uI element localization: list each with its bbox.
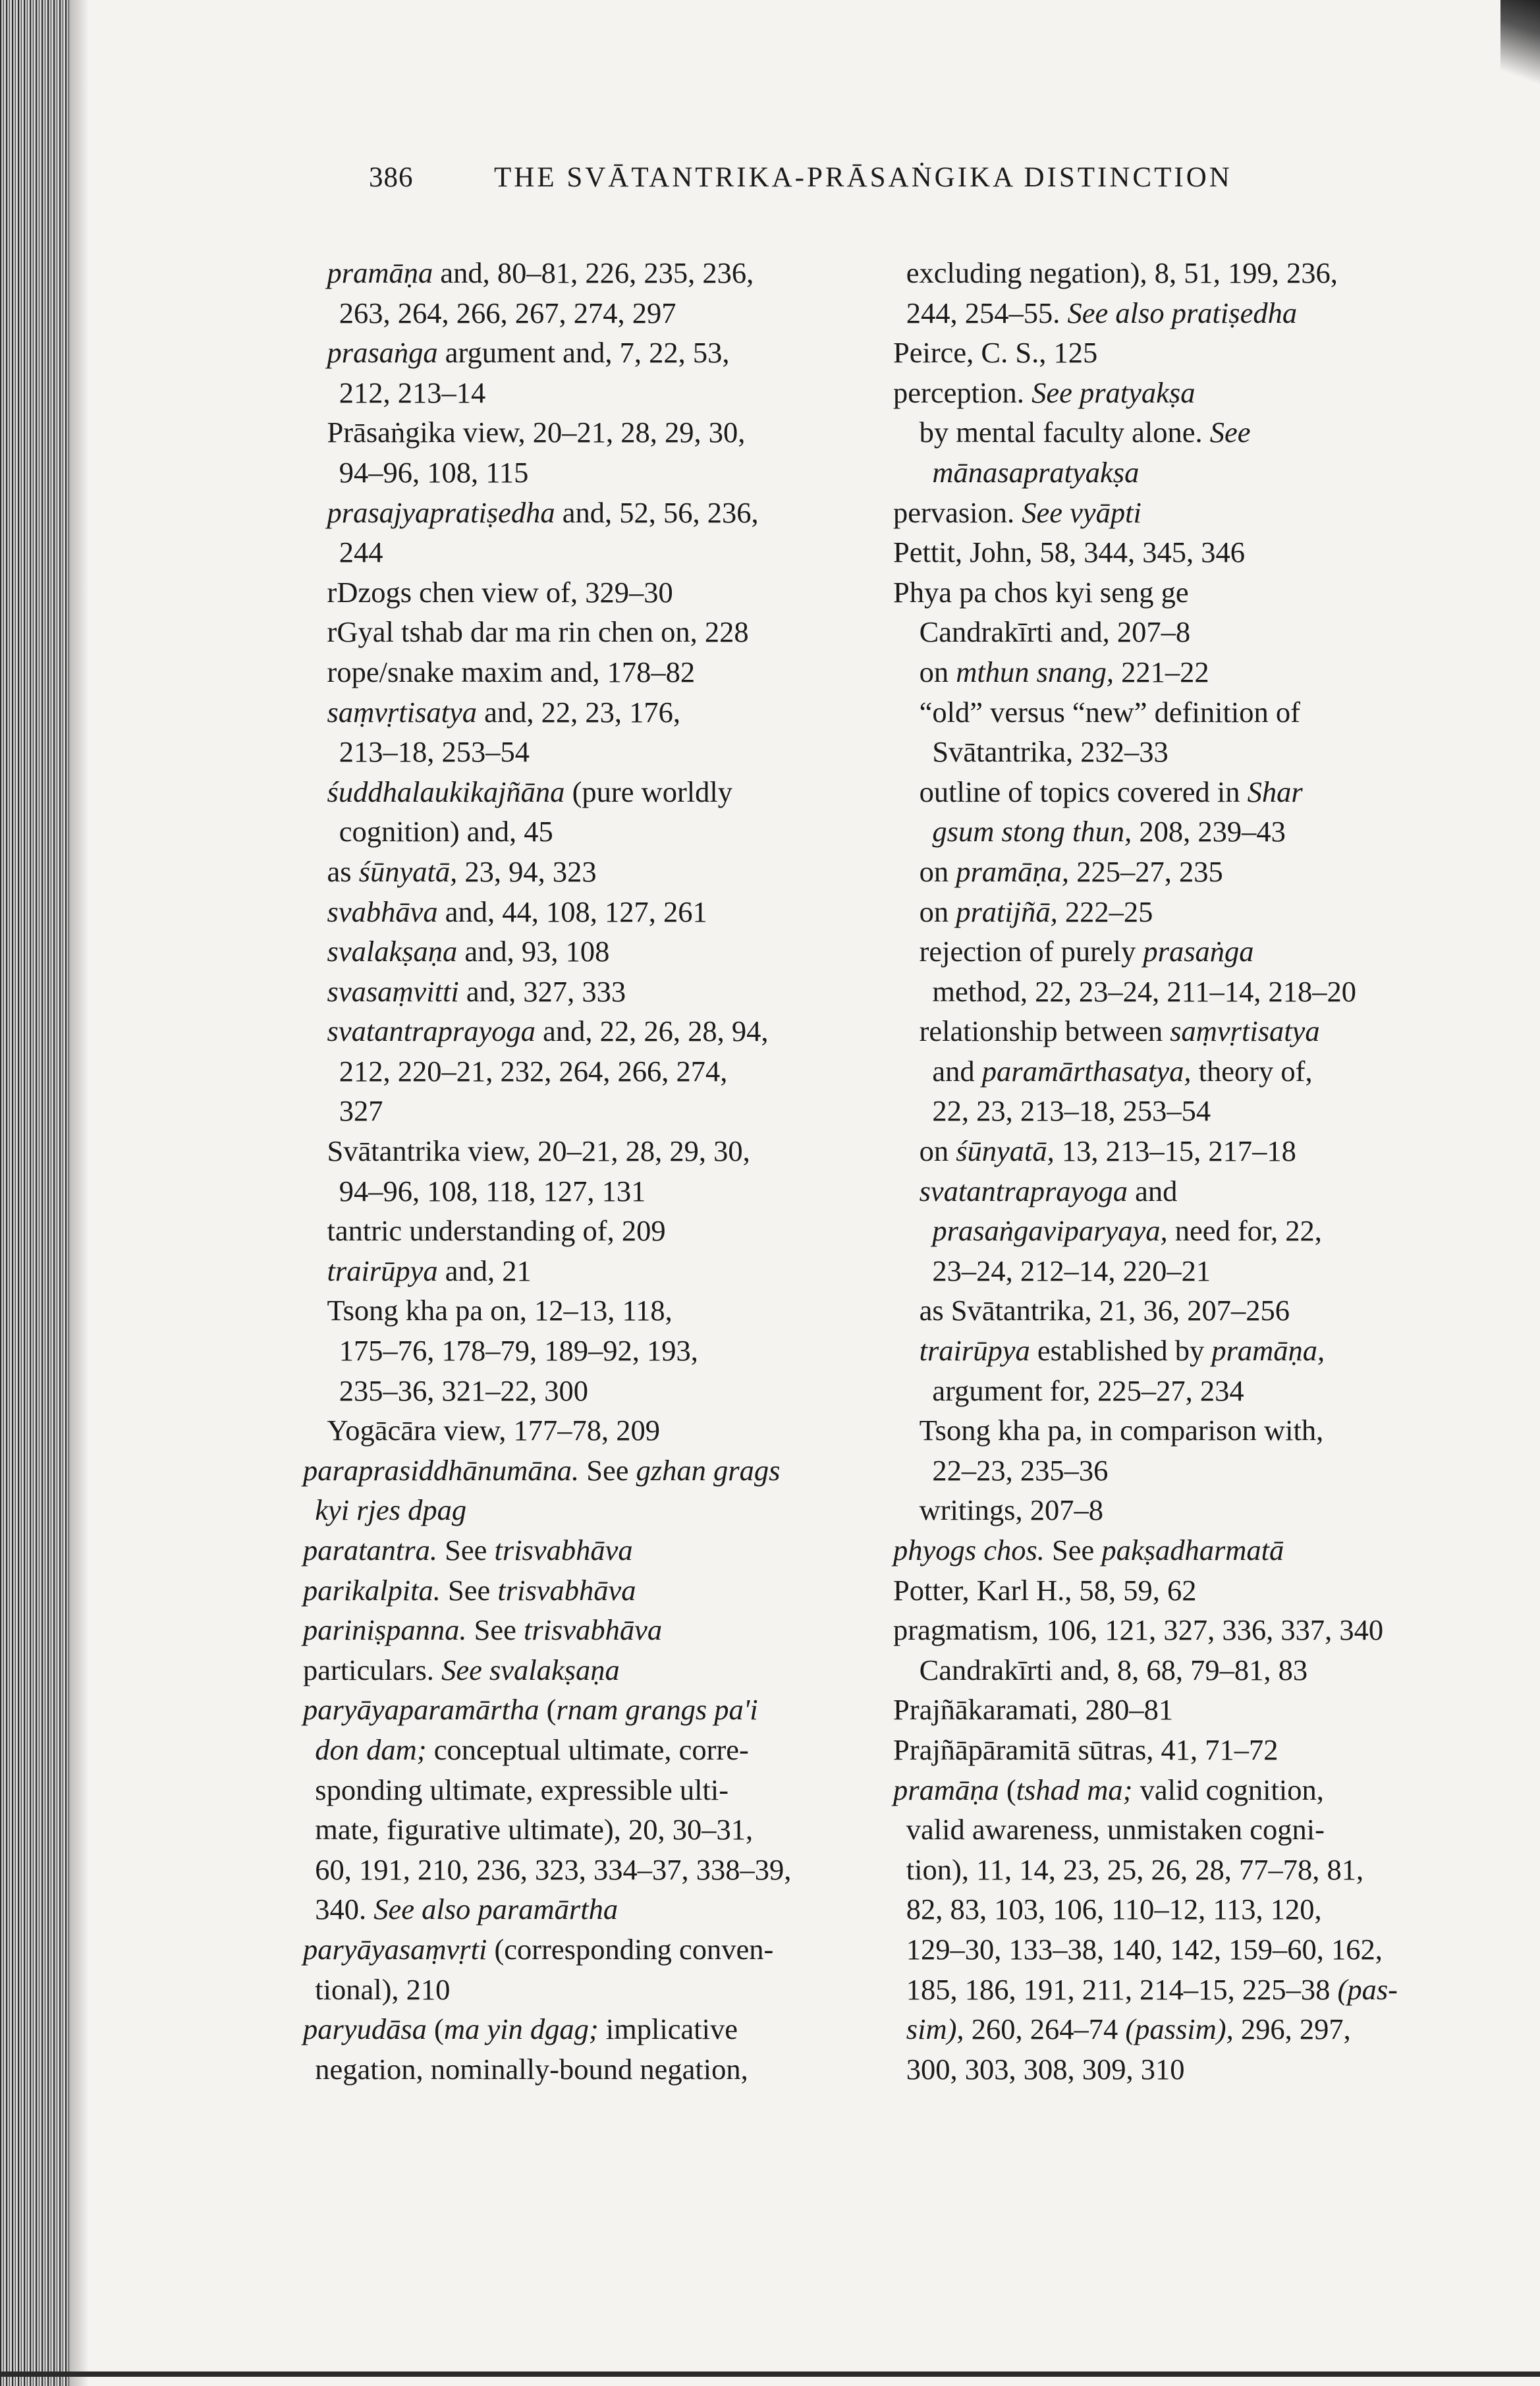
- index-entry-line: excluding negation), 8, 51, 199, 236,: [906, 256, 1338, 289]
- index-entry-line: Tsong kha pa, in comparison with,: [919, 1414, 1324, 1447]
- index-entry-line: writings, 207–8: [919, 1493, 1103, 1527]
- index-entry-line: Svātantrika view, 20–21, 28, 29, 30,: [327, 1134, 750, 1168]
- index-entry-line: 300, 303, 308, 309, 310: [906, 2052, 1185, 2086]
- index-entry-line: as Svātantrika, 21, 36, 207–256: [919, 1294, 1290, 1327]
- index-entry-line: paryudāsa (ma yin dgag; implicative: [303, 2012, 738, 2046]
- index-entry-line: pramāṇa and, 80–81, 226, 235, 236,: [327, 256, 754, 289]
- index-entry-line: sim), 260, 264–74 (passim), 296, 297,: [906, 2012, 1351, 2046]
- index-entry-line: paratantra. See trisvabhāva: [303, 1534, 633, 1567]
- index-entry-line: tion), 11, 14, 23, 25, 26, 28, 77–78, 81,: [906, 1852, 1364, 1886]
- index-entry-line: rDzogs chen view of, 329–30: [327, 575, 673, 609]
- index-entry-line: parikalpita. See trisvabhāva: [303, 1573, 636, 1607]
- index-entry-line: on śūnyatā, 13, 213–15, 217–18: [919, 1134, 1296, 1168]
- index-entry-line: 327: [339, 1094, 383, 1128]
- index-entry-line: paryāyasaṃvṛti (corresponding conven-: [303, 1932, 774, 1966]
- index-entry-line: rGyal tshab dar ma rin chen on, 228: [327, 615, 749, 649]
- index-entry-line: pervasion. See vyāpti: [893, 495, 1141, 529]
- index-entry-line: as śūnyatā, 23, 94, 323: [327, 854, 597, 888]
- index-entry-line: Candrakīrti and, 207–8: [919, 615, 1191, 649]
- index-entry-line: 212, 220–21, 232, 264, 266, 274,: [339, 1054, 728, 1088]
- running-title: THE SVĀTANTRIKA-PRĀSAṄGIKA DISTINCTION: [494, 162, 1232, 193]
- index-entry-line: outline of topics covered in Shar: [919, 775, 1303, 808]
- bottom-scan-edge: [0, 2372, 1540, 2377]
- index-column-right: [893, 253, 1486, 2089]
- index-entry-line: mate, figurative ultimate), 20, 30–31,: [315, 1813, 754, 1846]
- index-entry-line: valid awareness, unmistaken cogni-: [906, 1813, 1325, 1846]
- index-entry-line: svasaṃvitti and, 327, 333: [327, 974, 626, 1008]
- index-entry-line: on pratijñā, 222–25: [919, 895, 1153, 928]
- index-entry-line: Potter, Karl H., 58, 59, 62: [893, 1573, 1197, 1607]
- index-entry-line: method, 22, 23–24, 211–14, 218–20: [932, 974, 1356, 1008]
- index-entry-line: mānasapratyakṣa: [932, 455, 1140, 489]
- index-entry-line: 235–36, 321–22, 300: [339, 1373, 589, 1407]
- index-entry-line: on pramāṇa, 225–27, 235: [919, 854, 1223, 888]
- scan-corner-shadow: [1500, 0, 1540, 99]
- index-entry-line: 94–96, 108, 115: [339, 455, 529, 489]
- page-number: 386: [369, 162, 414, 193]
- index-entry-line: negation, nominally-bound negation,: [315, 2052, 748, 2086]
- index-entry-line: “old” versus “new” definition of: [919, 695, 1300, 729]
- index-entry-line: 212, 213–14: [339, 375, 486, 409]
- index-entry-line: particulars. See svalakṣaṇa: [303, 1653, 620, 1686]
- index-entry-line: 22, 23, 213–18, 253–54: [932, 1094, 1211, 1128]
- book-spine-scan-edge: [0, 0, 69, 2386]
- index-entry-line: don dam; conceptual ultimate, corre-: [315, 1733, 749, 1766]
- index-entry-line: 175–76, 178–79, 189–92, 193,: [339, 1334, 698, 1368]
- index-entry-line: Peirce, C. S., 125: [893, 336, 1098, 370]
- index-entry-line: on mthun snang, 221–22: [919, 655, 1209, 688]
- index-entry-line: Candrakīrti and, 8, 68, 79–81, 83: [919, 1653, 1308, 1686]
- index-entry-line: 244, 254–55. See also pratiṣedha: [906, 296, 1298, 329]
- index-entry-line: argument for, 225–27, 234: [932, 1373, 1244, 1407]
- index-entry-line: kyi rjes dpag: [315, 1493, 467, 1527]
- index-entry-line: paryāyaparamārtha (rnam grangs pa'i: [303, 1693, 758, 1727]
- index-entry-line: 82, 83, 103, 106, 110–12, 113, 120,: [906, 1893, 1322, 1926]
- index-entry-line: Pettit, John, 58, 344, 345, 346: [893, 536, 1246, 569]
- index-entry-line: Tsong kha pa on, 12–13, 118,: [327, 1294, 673, 1327]
- index-entry-line: gsum stong thun, 208, 239–43: [932, 815, 1286, 848]
- index-entry-line: svalakṣaṇa and, 93, 108: [327, 935, 610, 968]
- index-entry-line: 263, 264, 266, 267, 274, 297: [339, 296, 676, 329]
- index-entry-line: relationship between saṃvṛtisatya: [919, 1014, 1320, 1048]
- index-entry-line: svatantraprayoga and, 22, 26, 28, 94,: [327, 1014, 769, 1048]
- gutter-shadow: [69, 0, 89, 2386]
- index-entry-line: tantric understanding of, 209: [327, 1214, 666, 1248]
- index-entry-line: Phya pa chos kyi seng ge: [893, 575, 1189, 609]
- index-entry-line: 129–30, 133–38, 140, 142, 159–60, 162,: [906, 1932, 1383, 1966]
- index-entry-line: 244: [339, 536, 383, 569]
- index-entry-line: perception. See pratyakṣa: [893, 375, 1196, 409]
- index-entry-line: phyogs chos. See pakṣadharmatā: [893, 1534, 1284, 1567]
- index-entry-line: 60, 191, 210, 236, 323, 334–37, 338–39,: [315, 1852, 792, 1886]
- index-entry-line: and paramārthasatya, theory of,: [932, 1054, 1313, 1088]
- index-entry-line: trairūpya and, 21: [327, 1254, 532, 1287]
- index-entry-line: 213–18, 253–54: [339, 735, 530, 769]
- index-entry-line: svatantraprayoga and: [919, 1174, 1178, 1207]
- index-column-left: [303, 253, 850, 2089]
- index-entry-line: prasaṅga argument and, 7, 22, 53,: [327, 336, 730, 370]
- index-entry-line: sponding ultimate, expressible ulti-: [315, 1773, 729, 1806]
- index-entry-line: Yogācāra view, 177–78, 209: [327, 1414, 661, 1447]
- index-entry-line: Svātantrika, 232–33: [932, 735, 1169, 769]
- index-entry-line: pragmatism, 106, 121, 327, 336, 337, 340: [893, 1613, 1384, 1647]
- index-entry-line: 185, 186, 191, 211, 214–15, 225–38 (pas-: [906, 1972, 1398, 2006]
- index-entry-line: rejection of purely prasaṅga: [919, 935, 1254, 968]
- index-entry-line: Prajñāpāramitā sūtras, 41, 71–72: [893, 1733, 1279, 1766]
- index-entry-line: 23–24, 212–14, 220–21: [932, 1254, 1211, 1287]
- index-entry-line: Prāsaṅgika view, 20–21, 28, 29, 30,: [327, 416, 746, 449]
- index-entry-line: pariniṣpanna. See trisvabhāva: [303, 1613, 663, 1647]
- index-entry-line: tional), 210: [315, 1972, 451, 2006]
- index-entry-line: pramāṇa (tshad ma; valid cognition,: [893, 1773, 1324, 1806]
- index-entry-line: 22–23, 235–36: [932, 1453, 1109, 1487]
- index-entry-line: saṃvṛtisatya and, 22, 23, 176,: [327, 695, 680, 729]
- index-entry-line: Prajñākaramati, 280–81: [893, 1693, 1174, 1727]
- index-entry-line: 94–96, 108, 118, 127, 131: [339, 1174, 646, 1207]
- index-entry-line: 340. See also paramārtha: [315, 1893, 619, 1926]
- index-entry-line: rope/snake maxim and, 178–82: [327, 655, 696, 688]
- running-header: [369, 161, 1357, 201]
- index-entry-line: by mental faculty alone. See: [919, 416, 1251, 449]
- index-entry-line: prasajyapratiṣedha and, 52, 56, 236,: [327, 495, 759, 529]
- index-entry-line: cognition) and, 45: [339, 815, 553, 848]
- index-entry-line: svabhāva and, 44, 108, 127, 261: [327, 895, 707, 928]
- index-entry-line: prasaṅgaviparyaya, need for, 22,: [932, 1214, 1322, 1248]
- index-entry-line: paraprasiddhānumāna. See gzhan grags: [303, 1453, 781, 1487]
- index-entry-line: śuddhalaukikajñāna (pure worldly: [327, 775, 733, 808]
- index-entry-line: trairūpya established by pramāṇa,: [919, 1334, 1325, 1368]
